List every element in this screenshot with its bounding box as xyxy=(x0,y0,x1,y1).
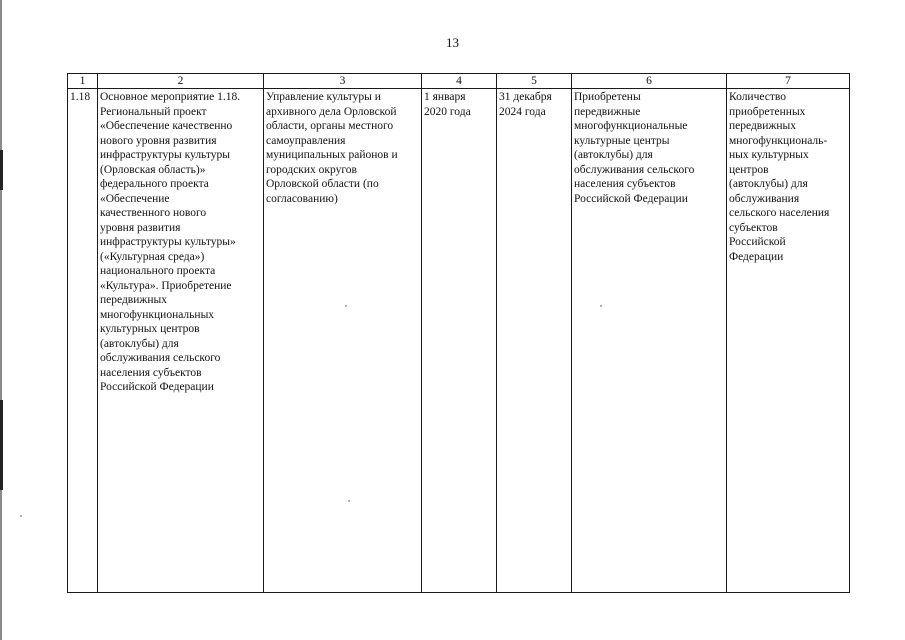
column-number: 1 xyxy=(68,74,98,89)
column-number: 7 xyxy=(727,74,850,89)
page-number: 13 xyxy=(446,35,459,50)
expected-result: Приобретены передвижные многофункциональные культурные центры (автоклубы) для обслуживания сельского населения субъектов Российской Федерации xyxy=(572,89,727,593)
table-header-row xyxy=(68,74,850,89)
scan-speck xyxy=(20,515,22,517)
end-date: 31 декабря 2024 года xyxy=(497,89,572,593)
scan-mark xyxy=(0,400,3,490)
scan-speck xyxy=(600,305,602,307)
table-row xyxy=(68,89,850,593)
row-number: 1.18 xyxy=(68,89,98,593)
scan-speck xyxy=(348,500,350,502)
target-indicator: Количество приобретенных передвижных многофункциональ- ных культурных центров (автоклубы) для обслуживания сельского населения субъектов Российской Федерации xyxy=(727,89,850,593)
column-number: 5 xyxy=(497,74,572,89)
scan-speck xyxy=(345,305,347,307)
start-date: 1 января 2020 года xyxy=(422,89,497,593)
column-number: 3 xyxy=(264,74,422,89)
column-number: 6 xyxy=(572,74,727,89)
column-number: 2 xyxy=(98,74,264,89)
column-number: 4 xyxy=(422,74,497,89)
plan-table xyxy=(67,73,850,593)
executor: Управление культуры и архивного дела Орловской области, органы местного самоуправления муниципальных районов и городских округов Орловской области (по согласованию) xyxy=(264,89,422,593)
scan-mark xyxy=(0,150,3,190)
scan-left-edge xyxy=(0,0,2,640)
plan-table-container xyxy=(67,73,849,593)
event-name: Основное мероприятие 1.18. Региональный проект «Обеспечение качественно нового уровня развития инфраструктуры культуры (Орловская область)» федерального проекта «Обеспечение качественного нового уровня развития инфраструктуры культуры» («Культурная среда») национального проекта «Культура». Приобретение передвижных многофункциональных культурных центров (автоклубы) для обслуживания сельского населения субъектов Российской Федерации xyxy=(98,89,264,593)
